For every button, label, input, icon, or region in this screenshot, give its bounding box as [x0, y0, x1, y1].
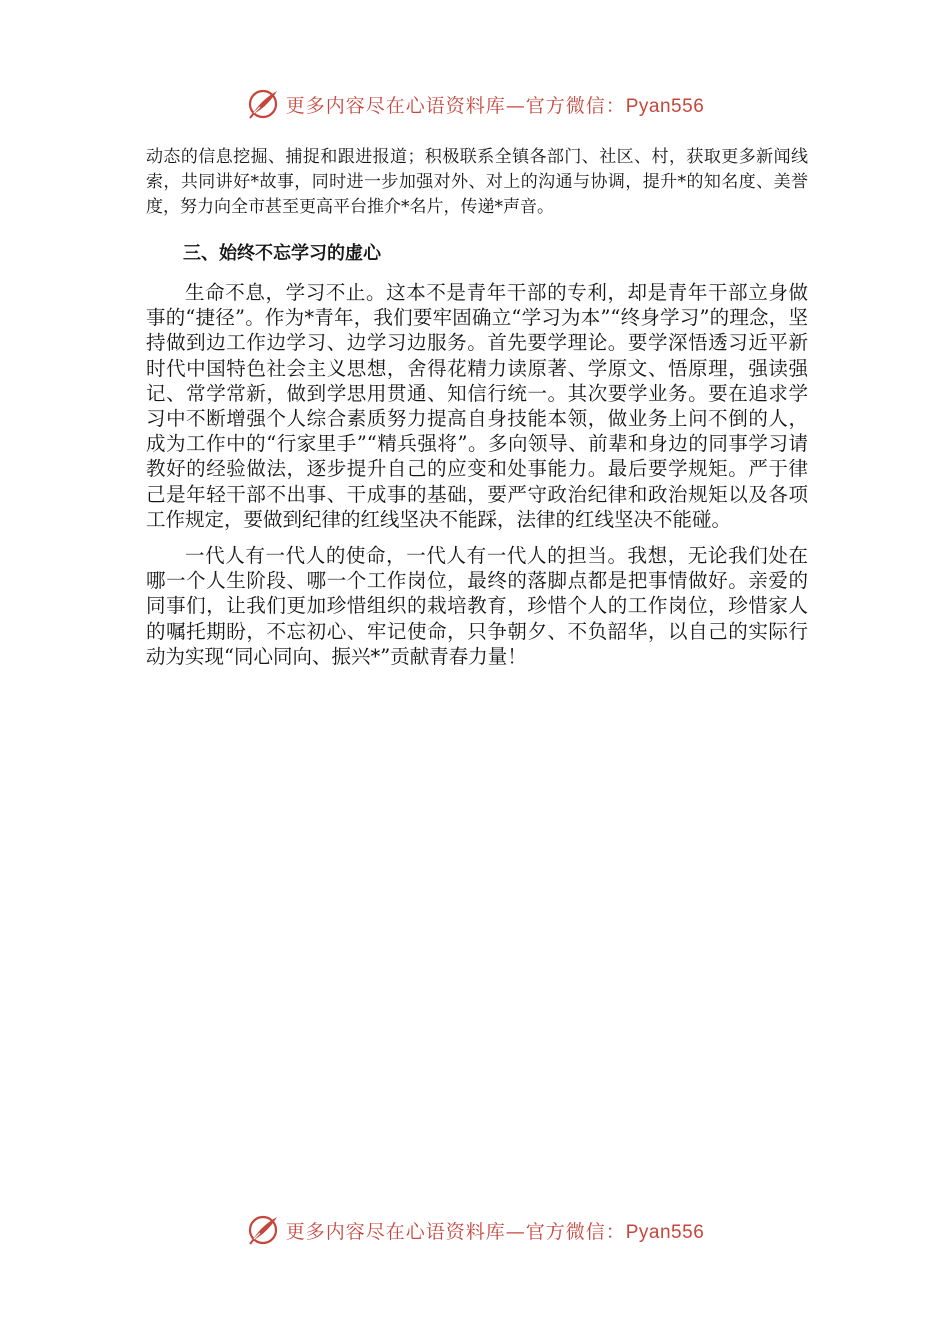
quill-pen-logo-icon — [246, 1213, 280, 1247]
banner-text: 更多内容尽在心语资料库—官方微信：Pyan556 — [285, 1220, 705, 1243]
footer-banner — [0, 1210, 950, 1250]
continuation-paragraph: 动态的信息挖掘、捕捉和跟进报道；积极联系全镇各部门、社区、村，获取更多新闻线索，共同讲好*故事，同时进一步加强对外、对上的沟通与协调，提升*的知名度、美誉度，努力向全市甚至更高平台推介*名片，传递*声音。 — [146, 147, 808, 217]
body-paragraph: 一代人有一代人的使命，一代人有一代人的担当。我想，无论我们处在哪一个人生阶段、哪一个工作岗位，最终的落脚点都是把事情做好。亲爱的同事们，让我们更加珍惜组织的栽培教育，珍惜个人的工作岗位，珍惜家人的嘱托期盼，不忘初心、牢记使命，只争朝夕、不负韶华，以自己的实际行动为实现“同心同向、振兴*”贡献青春力量！ — [146, 544, 808, 668]
section-heading: 三、始终不忘学习的虚心 — [183, 243, 381, 264]
header-banner — [0, 84, 950, 124]
body-paragraph: 生命不息，学习不止。这本不是青年干部的专利，却是青年干部立身做事的“捷径”。作为*青年，我们要牢固确立“学习为本”“终身学习”的理念，坚持做到边工作边学习、边学习边服务。首先要学理论。要学深悟透习近平新时代中国特色社会主义思想，舍得花精力读原著、学原文、悟原理，强读强记、常学常新，做到学思用贯通、知信行统一。其次要学业务。要在追求学习中不断增强个人综合素质努力提高自身技能本领，做业务上问不倒的人，成为工作中的“行家里手”“精兵强将”。多向领导、前辈和身边的同事学习请教好的经验做法，逐步提升自己的应变和处事能力。最后要学规矩。严于律己是年轻干部不出事、干成事的基础，要严守政治纪律和政治规矩以及各项工作规定，要做到纪律的红线坚决不能踩，法律的红线坚决不能碰。 — [146, 281, 808, 531]
quill-pen-logo-icon — [246, 87, 280, 121]
banner-handle: Pyan556 — [625, 95, 705, 117]
document-body — [146, 145, 808, 680]
banner-handle: Pyan556 — [625, 1221, 705, 1243]
banner-text: 更多内容尽在心语资料库—官方微信：Pyan556 — [285, 94, 705, 117]
